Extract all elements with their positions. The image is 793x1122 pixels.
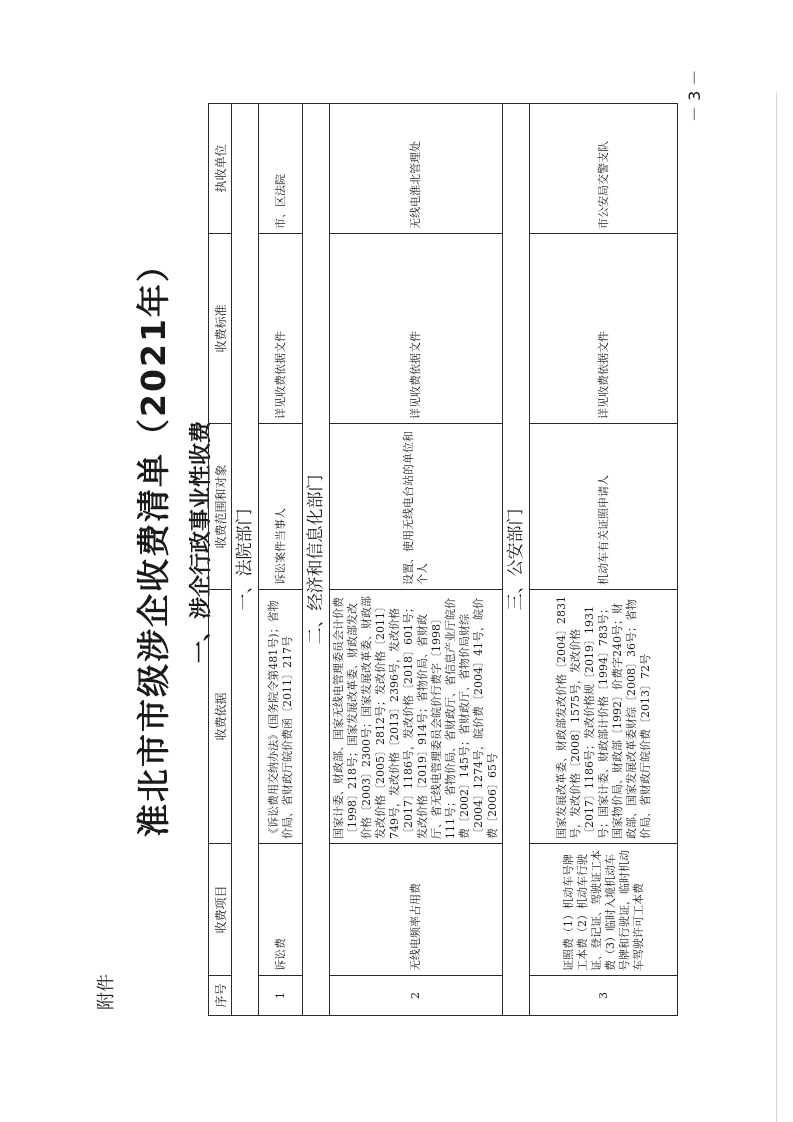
page-title: 淮北市市级涉企收费清单（2021年）	[134, 247, 173, 837]
cell-standard: 详见收费依据文件	[259, 234, 303, 424]
attachment-label: 附件	[96, 974, 117, 1010]
table-row	[530, 104, 678, 1016]
section-heading-row	[303, 104, 330, 1016]
table-header-row	[209, 104, 232, 1016]
fee-table	[208, 103, 678, 1016]
cell-standard: 详见收费依据文件	[330, 234, 503, 424]
cell-unit: 市公安局交警支队	[530, 104, 678, 234]
section-heading-row	[232, 104, 259, 1016]
header-item: 收费项目	[209, 844, 232, 976]
cell-unit: 无线电淮北管理处	[330, 104, 503, 234]
header-scope: 收费范围和对象	[209, 424, 232, 590]
page-number: － 3 －	[685, 69, 704, 122]
section-heading-police: 三、公安部门	[503, 104, 530, 1016]
section-heading-economy: 二、经济和信息化部门	[303, 104, 330, 1016]
cell-basis: 国家发展改革委、财政部发改价格〔2004〕2831号，发改价格〔2008〕1575号，发改价格〔2017〕1186号；发改价格规〔2019〕1931号；国家计委、财政部计价格〔1994〕783号；国家物价局、财政部〔1992〕价费字240号；财政部、国家发展改革委财综〔2008〕36号；省物价局、省财政厅皖价费〔2013〕72号	[530, 590, 678, 844]
cell-scope: 设置、使用无线电台站的单位和个人	[330, 424, 503, 590]
header-basis: 收费依据	[209, 590, 232, 844]
cell-standard: 详见收费依据文件	[530, 234, 678, 424]
section-heading-row	[503, 104, 530, 1016]
cell-seq: 3	[530, 976, 678, 1016]
header-unit: 执收单位	[209, 104, 232, 234]
header-standard: 收费标准	[209, 234, 232, 424]
cell-item: 证照费（1）机动车号牌工本费（2）机动车行驶证、登记证、驾驶证工本费（3）临时入境机动车号牌和行驶证，临时机动车驾驶许可工本费	[530, 844, 678, 976]
cell-seq: 2	[330, 976, 503, 1016]
table-row	[330, 104, 503, 1016]
cell-scope: 机动车有关证照申请人	[530, 424, 678, 590]
section-heading-court: 一、法院部门	[232, 104, 259, 1016]
cell-item: 诉讼费	[259, 844, 303, 976]
cell-basis: 国家计委、财政部、国家无线电管理委员会计价费〔1998〕218号；国家发展改革委、财政部发改价格〔2003〕2300号；国家发展改革委、财政部发改价格〔2005〕2812号；发改价格〔2011〕749号，发改价格〔2013〕2396号，发改价格〔2017〕1186号，发改价格〔2018〕601号；发改价格〔2019〕914号；省物价局、省财政厅、省无线电管理委员会皖价行费字〔1998〕111号；省物价局、省财政厅、省信息产业厅皖价费〔2002〕145号；省财政厅、省物价局财综〔2004〕1274号，皖价费〔2004〕41号，皖价费〔2006〕65号	[330, 590, 503, 844]
section-subtitle: 一、涉企行政事业性收费	[189, 421, 214, 664]
cell-basis: 《诉讼费用交纳办法》(国务院令第481号)；省物价局、省财政厅皖价费函〔2011〕217号	[259, 590, 303, 844]
cell-item: 无线电频率占用费	[330, 844, 503, 976]
header-seq: 序号	[209, 976, 232, 1016]
table-row	[259, 104, 303, 1016]
cell-scope: 诉讼案件当事人	[259, 424, 303, 590]
cell-seq: 1	[259, 976, 303, 1016]
cell-unit: 市、区法院	[259, 104, 303, 234]
